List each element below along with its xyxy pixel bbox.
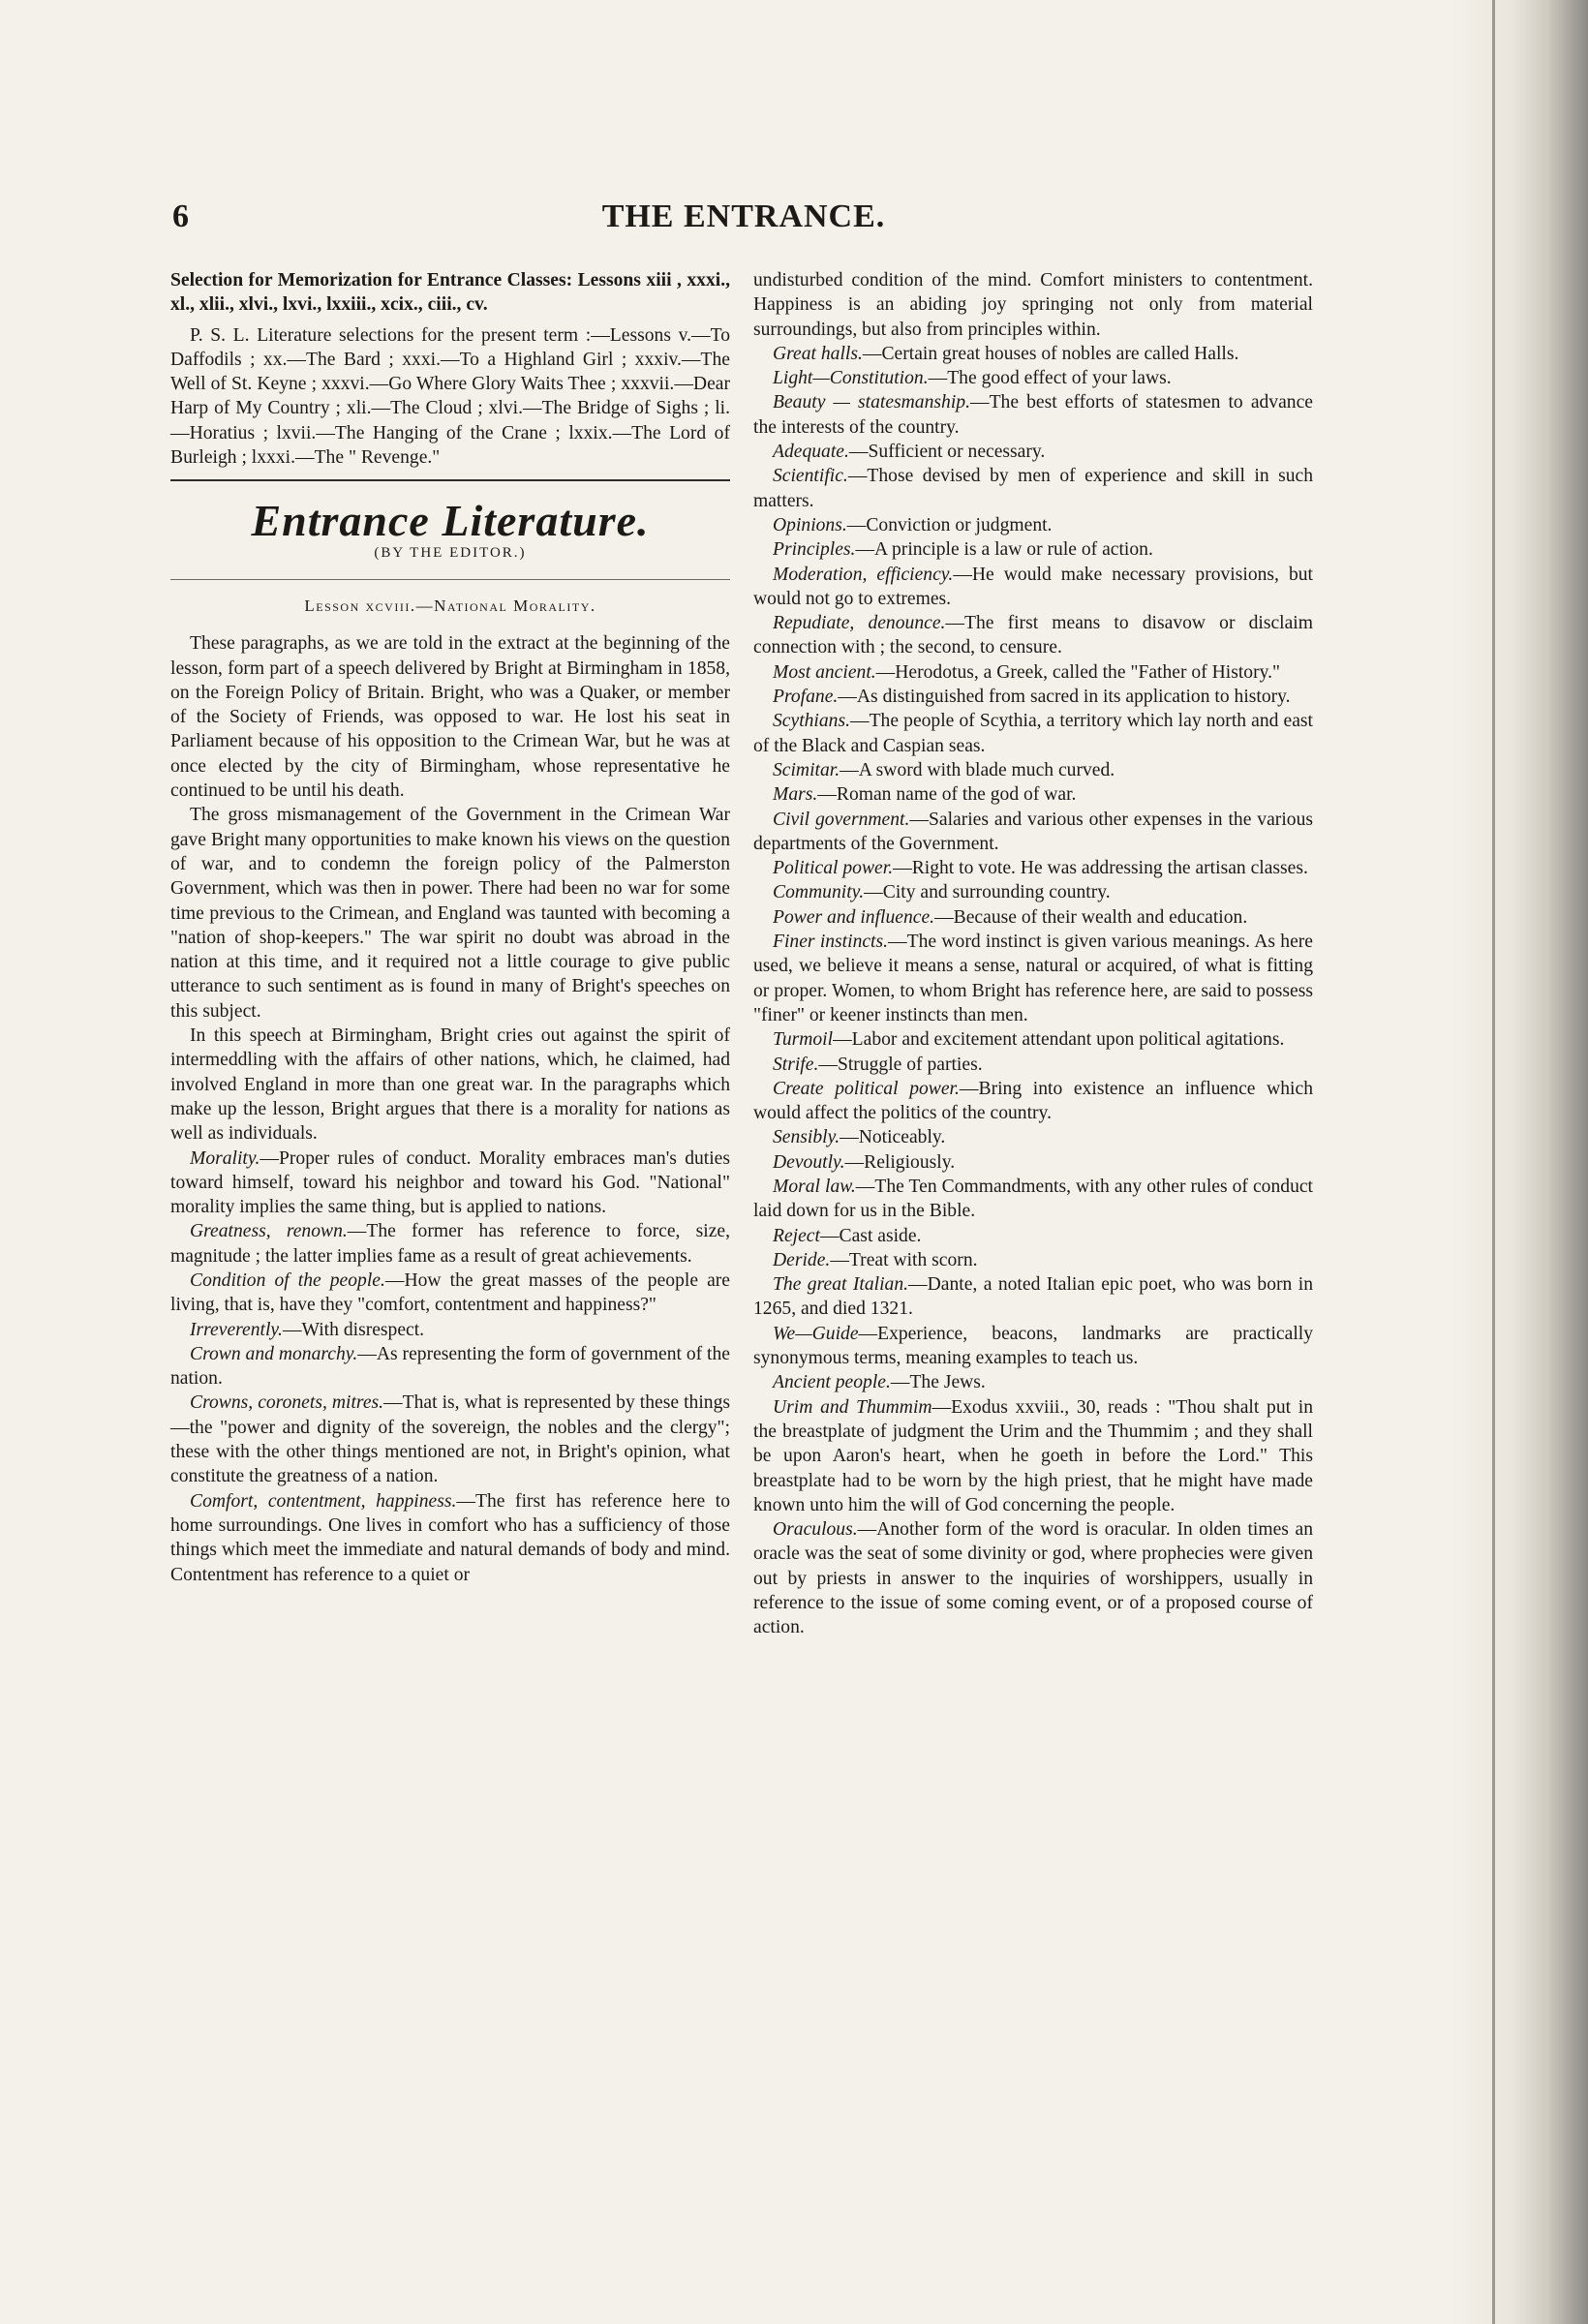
section-divider — [170, 479, 730, 481]
gloss-entry — [753, 1175, 1313, 1224]
gloss-entry — [170, 1342, 730, 1391]
gloss-definition: —Labor and excitement attendant upon political agitations. — [833, 1029, 1285, 1051]
gloss-entry — [170, 1147, 730, 1220]
gloss-definition: —The good effect of your laws. — [928, 368, 1172, 389]
gloss-entry — [753, 440, 1313, 464]
gloss-term: Finer instincts. — [773, 932, 889, 953]
gloss-definition: —Exodus xxviii., 30, reads : "Thou shalt put in the breastplate of judgment the Urim and the Thummim ; and they shall be upon Aaron's heart, when he goeth in before the Lord." This breastplate had to be worn by the high priest, that he might have made known unto him the will of God concerning the people. — [753, 1396, 1313, 1515]
gloss-entry — [170, 1391, 730, 1488]
gloss-definition: —City and surrounding country. — [864, 882, 1111, 903]
gloss-entry — [753, 342, 1313, 366]
gloss-term: Scimitar. — [773, 759, 840, 780]
gloss-term: Crown and monarchy. — [190, 1343, 358, 1364]
lesson-paragraphs — [170, 631, 730, 1146]
page-header — [172, 199, 1315, 237]
gloss-term: Scythians. — [773, 711, 850, 732]
gloss-definition: —Religiously. — [844, 1151, 956, 1173]
page-edge-shadow — [1452, 0, 1588, 2324]
page-number: 6 — [172, 199, 189, 234]
gloss-entry — [753, 782, 1313, 807]
left-column — [170, 268, 730, 1587]
gloss-entry — [753, 1370, 1313, 1394]
gloss-definition: —With disrespect. — [282, 1319, 425, 1340]
gloss-term: Light—Constitution. — [773, 368, 929, 389]
gloss-entry — [753, 660, 1313, 685]
gloss-term: Principles. — [773, 539, 856, 561]
gloss-definition: —Proper rules of conduct. Morality embraces man's duties toward himself, toward his neighbor and toward his God. "National" morality implies the same thing, but is applied to nations. — [170, 1147, 730, 1218]
gloss-definition: —The first has reference here to home surroundings. One lives in comfort who has a sufficiency of those things which meet the immediate and natural demands of body and mind. Contentment has reference to a quiet or — [170, 1490, 731, 1585]
gloss-term: Morality. — [190, 1147, 260, 1169]
gloss-entry — [753, 808, 1313, 857]
gloss-entry — [753, 464, 1313, 513]
gloss-term: Crowns, coronets, mitres. — [190, 1392, 384, 1414]
gloss-entry — [753, 563, 1313, 612]
gloss-entry — [753, 709, 1313, 758]
gloss-entry — [170, 1219, 730, 1269]
gloss-entry — [753, 685, 1313, 709]
lesson-paragraph: The gross mismanagement of the Government in the Crimean War gave Bright many opportunities to make known his views on the question of war, and to condemn the foreign policy of the Palmerston Government, which was then in power. There had been no war for some time previous to the Crimean, and England was taunted with becoming a "nation of shop-keepers." The war spirit no doubt was abroad in the nation at this time, and it required not a little courage to give public utterance to such sentiment as is found in many of Bright's speeches on this subject. — [170, 805, 730, 1022]
gloss-definition: —As distinguished from sacred in its application to history. — [838, 687, 1291, 708]
gloss-term: Condition of the people. — [190, 1269, 385, 1291]
gloss-term: Urim and Thummim — [773, 1396, 932, 1418]
gloss-definition: —The best efforts of statesmen to advance the interests of the country. — [753, 392, 1313, 438]
gloss-term: Community. — [773, 882, 865, 903]
gloss-term: Devoutly. — [773, 1151, 845, 1173]
gloss-definition: —The people of Scythia, a territory which lay north and east of the Black and Caspian seas. — [753, 711, 1313, 756]
gloss-term: Repudiate, denounce. — [773, 613, 946, 634]
gloss-entry — [753, 1272, 1313, 1322]
gloss-entry — [170, 1269, 730, 1318]
gloss-definition: —Right to vote. He was addressing the artisan classes. — [893, 858, 1308, 879]
gloss-entry — [753, 1395, 1313, 1517]
gloss-term: Irreverently. — [190, 1319, 283, 1340]
gloss-entry — [753, 856, 1313, 880]
gloss-definition: —Struggle of parties. — [818, 1054, 983, 1075]
gloss-entry — [753, 930, 1313, 1027]
gloss-definition: —Another form of the word is oracular. In olden times an oracle was the seat of some divinity or god, where prophecies were given out by priests in answer to the inquiries of worshippers, usually in reference to the issue of some coming event, or of a proposed course of action. — [753, 1519, 1313, 1638]
gloss-entry — [753, 1322, 1313, 1371]
gloss-entry — [753, 1224, 1313, 1248]
title-divider — [170, 579, 730, 580]
gloss-entry — [753, 1248, 1313, 1272]
gloss-entry — [753, 513, 1313, 537]
right-column — [753, 268, 1313, 1640]
gloss-definition: —The former has reference to force, size, magnitude ; the latter implies fame as a result of great achievements. — [170, 1221, 731, 1267]
gloss-term: Mars. — [773, 784, 818, 806]
lesson-paragraph: These paragraphs, as we are told in the extract at the beginning of the lesson, form part of a speech delivered by Bright at Birmingham in 1858, on the Foreign Policy of Britain. Bright, who was a Quaker, or member of the Society of Friends, was opposed to war. He lost his seat in Parliament because of his opposition to the Crimean War, but he was at once elected by the city of Birmingham, whose representative he continued to be until his death. — [170, 633, 730, 802]
gloss-entry — [753, 880, 1313, 904]
gloss-entry — [753, 758, 1313, 782]
gloss-entry — [753, 1077, 1313, 1126]
gloss-term: Profane. — [773, 687, 839, 708]
gloss-term: Reject — [773, 1225, 820, 1246]
gloss-definition: —Experience, beacons, landmarks are practically synonymous terms, meaning examples to teach us. — [753, 1323, 1313, 1369]
gloss-entry — [753, 1517, 1313, 1639]
gloss-definition: —Bring into existence an influence which would affect the politics of the country. — [753, 1078, 1313, 1124]
gloss-term: Political power. — [773, 858, 894, 879]
gloss-definition: —Sufficient or necessary. — [848, 442, 1046, 463]
gloss-definition: —The Jews. — [890, 1372, 986, 1393]
gloss-definition: —Because of their wealth and education. — [934, 906, 1248, 928]
gloss-definition: —As representing the form of government of the nation. — [170, 1343, 730, 1390]
byline: (BY THE EDITOR.) — [374, 544, 527, 561]
gloss-term: Opinions. — [773, 514, 847, 535]
gloss-definition: —How the great masses of the people are living, that is, have they "comfort, contentment and happiness?" — [170, 1269, 730, 1316]
right-glossary — [753, 342, 1313, 1640]
section-title: Entrance Literature. — [251, 496, 650, 546]
gloss-entry — [753, 537, 1313, 562]
gloss-term: Civil government. — [773, 809, 910, 830]
psl-selections: P. S. L. Literature selections for the present term :—Lessons v.—To Daffodils ; xx.—The Bard ; xxxi.—To a Highland Girl ; xxxiv.—The Well of St. Keyne ; xxxvi.—Go Where Glory Waits Thee ; xxxvii.—Dear Harp of My Country ; xli.—The Cloud ; xlvi.—The Bridge of Sighs ; li.—Horatius ; lxvii.—The Hanging of the Crane ; lxxix.—The Lord of Burleigh ; lxxxi.—The " Revenge." — [170, 324, 730, 469]
gloss-definition: —Roman name of the god of war. — [817, 784, 1077, 806]
lesson-heading: Lesson xcviii.—National Morality. — [304, 596, 596, 615]
gloss-term: Moderation, efficiency. — [773, 564, 954, 585]
gloss-definition: —The word instinct is given various meanings. As here used, we believe it means a sense, natural or acquired, of what is fitting or proper. Women, to whom Bright has reference here, are said to possess "finer" or keener instincts than men. — [753, 932, 1313, 1025]
gloss-definition: —That is, what is represented by these things—the "power and dignity of the sovereign, the nobles and the clergy"; these with the other things mentioned are not, in Bright's opinion, what constitute the greatness of a nation. — [170, 1392, 730, 1487]
gloss-entry — [753, 905, 1313, 930]
gloss-definition: —The first means to disavow or disclaim connection with ; the second, to censure. — [753, 613, 1313, 658]
gloss-definition: —He would make necessary provisions, but would not go to extremes. — [753, 564, 1313, 609]
gloss-term: Greatness, renown. — [190, 1221, 348, 1242]
gloss-definition: —Conviction or judgment. — [846, 514, 1053, 535]
left-glossary — [170, 1147, 730, 1587]
gloss-definition: —Salaries and various other expenses in the various departments of the Government. — [753, 809, 1313, 854]
gloss-term: Power and influence. — [773, 906, 935, 928]
gloss-term: Beauty — statesmanship. — [773, 392, 970, 413]
gloss-term: Most ancient. — [773, 661, 876, 683]
gloss-term: Scientific. — [773, 466, 848, 487]
gloss-definition: —Certain great houses of nobles are called Halls. — [862, 343, 1239, 364]
right-opening: undisturbed condition of the mind. Comfort ministers to contentment. Happiness is an abiding joy springing not only from material surroundings, but also from principles within. — [753, 270, 1313, 340]
gloss-entry — [170, 1318, 730, 1342]
gloss-term: We—Guide — [773, 1323, 859, 1344]
gloss-definition: —Herodotus, a Greek, called the "Father of History." — [875, 661, 1281, 683]
gloss-entry — [753, 1125, 1313, 1149]
gloss-term: Turmoil — [773, 1029, 834, 1051]
gloss-term: The great Italian. — [773, 1274, 909, 1296]
lesson-paragraph: In this speech at Birmingham, Bright cries out against the spirit of intermeddling with the affairs of other nations, which, he claimed, had involved England in more than one great war. In the paragraphs which make up the lesson, Bright argues that there is a morality for nations as well as individuals. — [170, 1025, 730, 1145]
gloss-entry — [753, 1027, 1313, 1052]
gloss-definition: —Noticeably. — [840, 1127, 946, 1148]
gloss-entry — [170, 1489, 730, 1587]
gloss-term: Deride. — [773, 1249, 831, 1270]
gloss-definition: —Treat with scorn. — [830, 1249, 978, 1270]
gloss-definition: —A principle is a law or rule of action. — [855, 539, 1153, 561]
gloss-entry — [753, 611, 1313, 660]
gloss-term: Great halls. — [773, 343, 863, 364]
gloss-definition: —Dante, a noted Italian epic poet, who was born in 1265, and died 1321. — [753, 1274, 1313, 1320]
binding-line — [1492, 0, 1495, 2324]
gloss-term: Sensibly. — [773, 1127, 840, 1148]
gloss-entry — [753, 390, 1313, 440]
gloss-definition: —Those devised by men of experience and skill in such matters. — [753, 466, 1313, 511]
gloss-definition: —The Ten Commandments, with any other rules of conduct laid down for us in the Bible. — [753, 1176, 1314, 1222]
running-head: THE ENTRANCE. — [601, 199, 886, 234]
gloss-term: Create political power. — [773, 1078, 960, 1099]
gloss-term: Strife. — [773, 1054, 819, 1075]
gloss-term: Comfort, contentment, happiness. — [190, 1490, 457, 1512]
gloss-term: Moral law. — [773, 1176, 856, 1197]
gloss-definition: —A sword with blade much curved. — [840, 759, 1115, 780]
gloss-entry — [753, 1150, 1313, 1175]
memorization-note: Selection for Memorization for Entrance Classes: Lessons xiii , xxxi., xl., xlii., xlvi., lxvi., lxxiii., xcix., ciii., cv. — [170, 270, 730, 316]
gloss-term: Adequate. — [773, 442, 849, 463]
gloss-entry — [753, 1053, 1313, 1077]
gloss-entry — [753, 366, 1313, 390]
gloss-term: Ancient people. — [773, 1372, 891, 1393]
gloss-definition: —Cast aside. — [819, 1225, 922, 1246]
gloss-term: Oraculous. — [773, 1519, 858, 1541]
